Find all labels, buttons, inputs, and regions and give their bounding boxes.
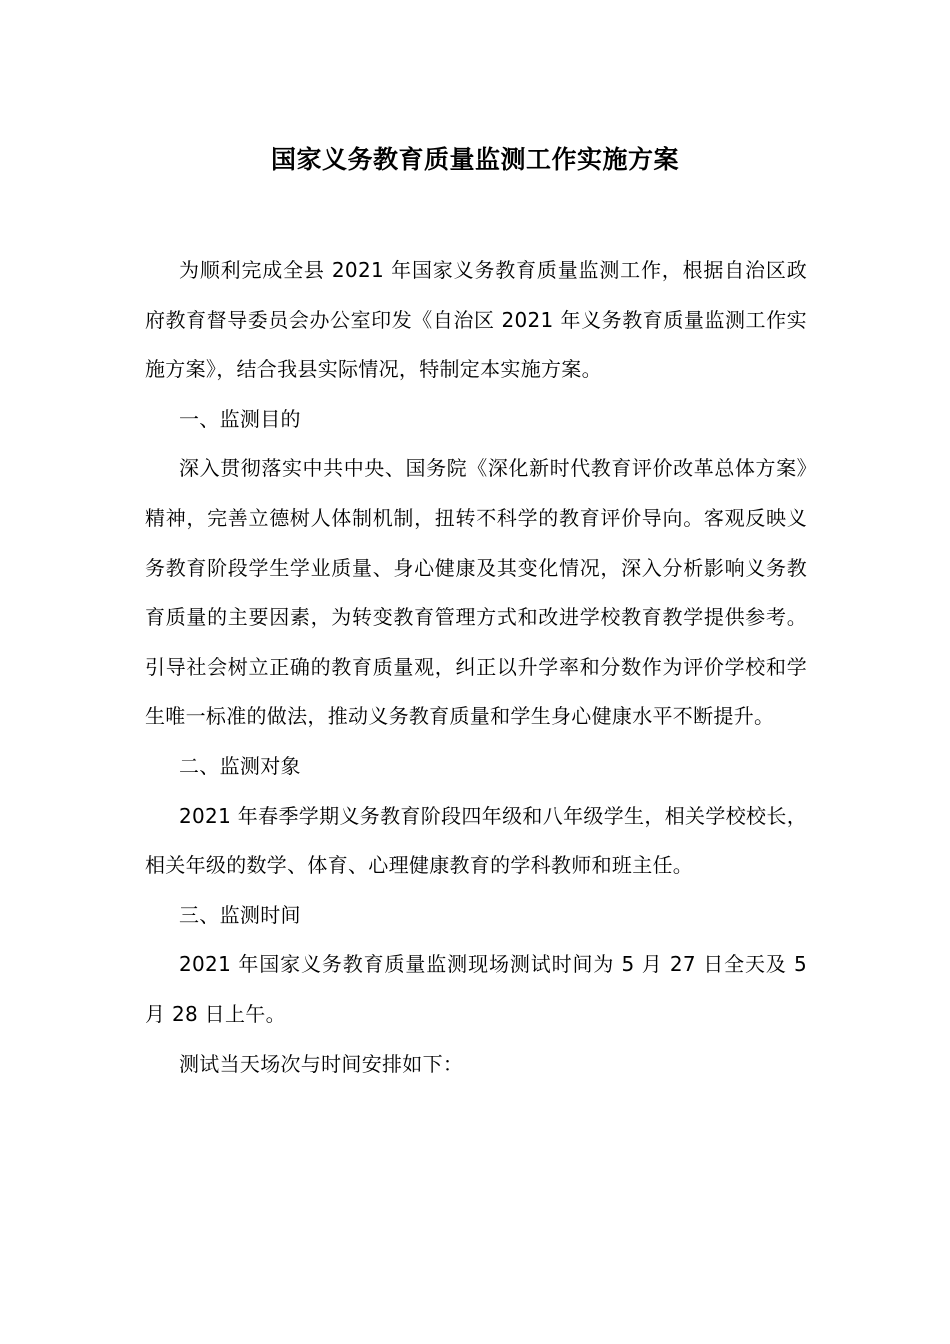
time-paragraph: 2021 年国家义务教育质量监测现场测试时间为 5 月 27 日全天及 5 月 28 日上午。	[145, 952, 807, 1026]
purpose-paragraph: 深入贯彻落实中共中央、国务院《深化新时代教育评价改革总体方案》精神，完善立德树人体制机制，扭转不科学的教育评价导向。客观反映义务教育阶段学生学业质量、身心健康及其变化情况，深入分析影响义务教育质量的主要因素，为转变教育管理方式和改进学校教育教学提供参考。引导社会树立正确的教育质量观，纠正以升学率和分数作为评价学校和学生唯一标准的做法，推动义务教育质量和学生身心健康水平不断提升。	[145, 456, 807, 729]
schedule-intro-paragraph: 测试当天场次与时间安排如下：	[179, 1051, 464, 1076]
section-heading-targets: 二、监测对象	[179, 753, 301, 778]
section-heading-purpose: 一、监测目的	[179, 406, 301, 431]
intro-paragraph: 为顺利完成全县 2021 年国家义务教育质量监测工作，根据自治区政府教育督导委员会办公室印发《自治区 2021 年义务教育质量监测工作实施方案》，结合我县实际情况，特制定本实施方案。	[145, 258, 807, 382]
section-heading-time: 三、监测时间	[179, 902, 301, 927]
document-title: 国家义务教育质量监测工作实施方案	[270, 145, 679, 174]
targets-paragraph: 2021 年春季学期义务教育阶段四年级和八年级学生，相关学校校长，相关年级的数学、体育、心理健康教育的学科教师和班主任。	[145, 803, 807, 878]
document-body	[145, 246, 807, 1089]
